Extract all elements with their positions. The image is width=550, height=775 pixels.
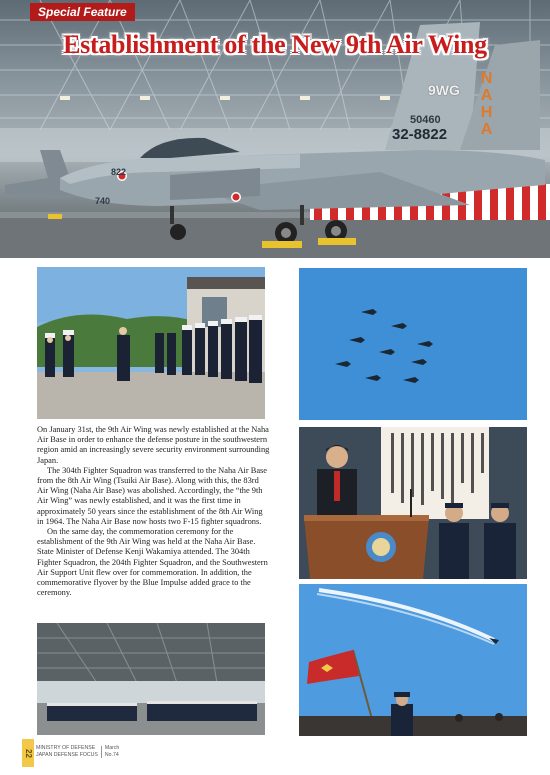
nose-number-secondary: 740 (95, 196, 111, 206)
photo-podium-speech (299, 427, 527, 579)
page-footer (22, 739, 142, 771)
issue-month: March (104, 745, 120, 751)
publisher-line: MINISTRY OF DEFENSE (36, 745, 96, 751)
issue-number: No.74 (104, 751, 119, 758)
tail-unit-marking: 9WG (428, 82, 460, 98)
tail-base-code: NAHA (478, 70, 495, 138)
nose-number: 822 (111, 167, 127, 177)
photo-blue-impulse-flag (299, 584, 527, 736)
footer-divider (101, 746, 102, 758)
photo-formation-flyover (299, 268, 527, 420)
section-tag: Special Feature (30, 3, 135, 21)
hero-photo (0, 0, 550, 258)
page-number: 22 (22, 739, 34, 767)
photo-hangar-ceremony (37, 623, 265, 735)
article-paragraph: The 304th Fighter Squadron was transferred to the Naha Air Base from the 8th Air Wing (Tsuiki Air Base). Along with this, the 83rd Air Wing (Naha Air Base) was abolished. Accordingly, the “the 9th Air Wing” was newly established, and it was the first time in approximately 50 years since the establishment of the 8th Air Wing in 1964. The Naha Air Base now hosts two F-15 fighter squadrons. (37, 465, 268, 526)
publisher-line: JAPAN DEFENSE FOCUS (36, 751, 98, 758)
article-paragraph: On the same day, the commemoration ceremony for the establishment of the 9th Air Wing was held at the Naha Air Base. State Minister of Defense Kenji Wakamiya attended. The 304th Fighter Squadron, the 204th Fighter Squadron, and the Southwestern Air Support Unit flew over for commemoration. In addition, the commemorative flyover by the Blue Impulse added grace to the ceremony. (37, 527, 268, 598)
tail-serial-top: 50460 (410, 114, 441, 126)
page-title: Establishment of the New 9th Air Wing (63, 30, 487, 59)
publication-info (36, 745, 119, 758)
photo-honor-guard (37, 267, 265, 419)
article-paragraph: On January 31st, the 9th Air Wing was newly established at the Naha Air Base in order to enhance the defense posture in the southwestern region amid an increasingly severe security environment surrounding Japan. (37, 425, 270, 465)
article-body (37, 425, 271, 598)
tail-number: 32-8822 (392, 126, 448, 143)
